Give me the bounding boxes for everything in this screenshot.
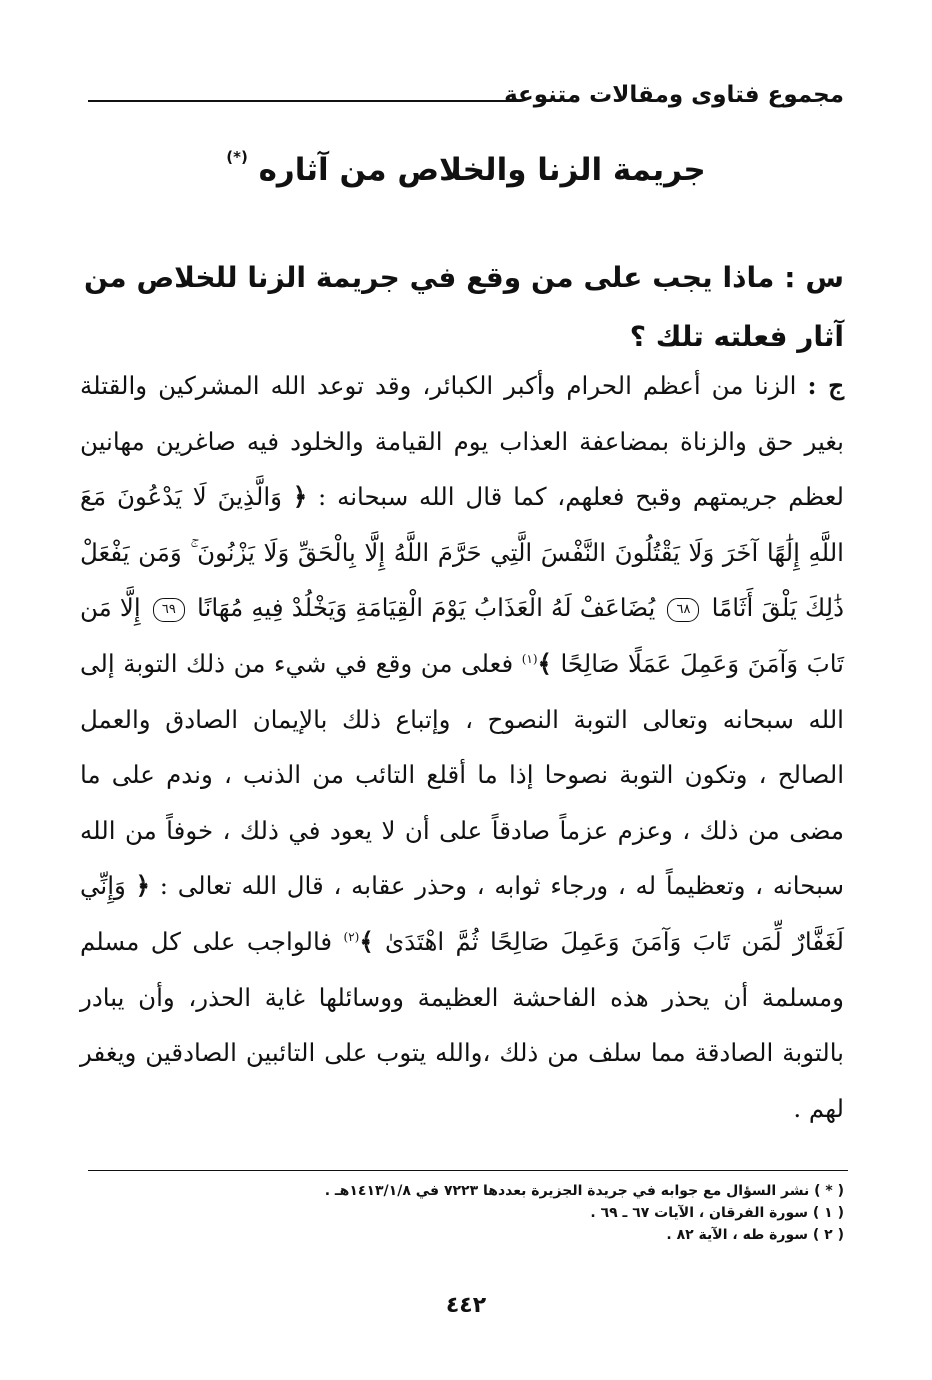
- question-paragraph: س : ماذا يجب على من وقع في جريمة الزنا للخلاص من آثار فعلته تلك ؟: [84, 261, 844, 353]
- running-header: مجموع فتاوى ومقالات متنوعة: [504, 82, 844, 108]
- footnote-rule: [88, 1170, 848, 1171]
- verse1-close-bracket: ﴾: [537, 648, 552, 678]
- title-note-marker: (*): [226, 148, 248, 166]
- title-text: جريمة الزنا والخلاص من آثاره: [258, 152, 706, 188]
- verse1-part1: وَالَّذِينَ لَا يَدْعُونَ مَعَ اللَّهِ إِلَٰهًا آخَرَ وَلَا يَقْتُلُونَ النَّفْسَ الَّتِي حَرَّمَ اللَّهُ إِلَّا بِالْحَقِّ وَلَا يَزْنُونَ ۚ وَمَن يَفْعَلْ ذَٰلِكَ يَلْقَ أَثَامًا: [80, 482, 844, 623]
- footnote-ref-1: (١): [521, 651, 538, 666]
- footnote-star: ( * ) نشر السؤال مع جوابه في جريدة الجزيرة بعددها ٧٢٢٣ في ١٤١٣/١/٨هـ .: [324, 1183, 844, 1199]
- header-rule: [88, 100, 516, 102]
- page-title: [0, 148, 932, 188]
- verse2-open-bracket: ﴿: [135, 871, 150, 901]
- footnote-2: ( ٢ ) سورة طه ، الآية ٨٢ .: [666, 1227, 844, 1243]
- verse1-part3: إِلَّا مَن تَابَ وَآمَنَ وَعَمِلَ عَمَلًا صَالِحًا: [80, 593, 844, 678]
- answer-lead: ج :: [807, 371, 845, 400]
- verse2-close-bracket: ﴾: [359, 926, 374, 956]
- aya-number-68: ٦٨: [667, 598, 699, 622]
- verse1-open-bracket: ﴿: [292, 482, 308, 512]
- footnote-1: ( ١ ) سورة الفرقان ، الآيات ٦٧ ـ ٦٩ .: [590, 1205, 844, 1221]
- answer-body-1: فعلى من وقع في شيء من ذلك التوبة إلى الله سبحانه وتعالى التوبة النصوح ، وإتباع ذلك بالإيمان الصادق والعمل الصالح ، وتكون التوبة نصوحا إذا ما أقلع التائب من الذنب ، وندم على ما مضى من ذلك ، وعزم عزماً صادقاً على أن لا يعود في ذلك ، خوفاً من الله سبحانه ، وتعظيماً له ، ورجاء ثوابه ، وحذر عقابه ، قال الله تعالى :: [80, 648, 844, 901]
- answer-body-2: فالواجب على كل مسلم ومسلمة أن يحذر هذه الفاحشة العظيمة ووسائلها غاية الحذر، وأن يبادر بالتوبة الصادقة مما سلف من ذلك ،والله يتوب على التائبين الصادقين ويغفر لهم .: [80, 926, 844, 1123]
- verse2-text: وَإِنِّي لَغَفَّارٌ لِّمَن تَابَ وَآمَنَ وَعَمِلَ صَالِحًا ثُمَّ اهْتَدَىٰ: [80, 871, 844, 956]
- answer-paragraph: [80, 358, 844, 1136]
- footnote-ref-2: (٢): [343, 929, 360, 944]
- answer-intro: الزنا من أعظم الحرام وأكبر الكبائر، وقد توعد الله المشركين والقتلة بغير حق والزناة بمضاعفة العذاب يوم القيامة والخلود فيه صاغرين مهانين لعظم جريمتهم وقبح فعلهم، كما قال الله سبحانه :: [80, 371, 844, 512]
- footnotes: [84, 1180, 844, 1246]
- page-number: ٤٤٢: [445, 1293, 487, 1318]
- verse1-part2: يُضَاعَفْ لَهُ الْعَذَابُ يَوْمَ الْقِيَامَةِ وَيَخْلُدْ فِيهِ مُهَانًا: [197, 593, 656, 623]
- aya-number-69: ٦٩: [153, 598, 185, 622]
